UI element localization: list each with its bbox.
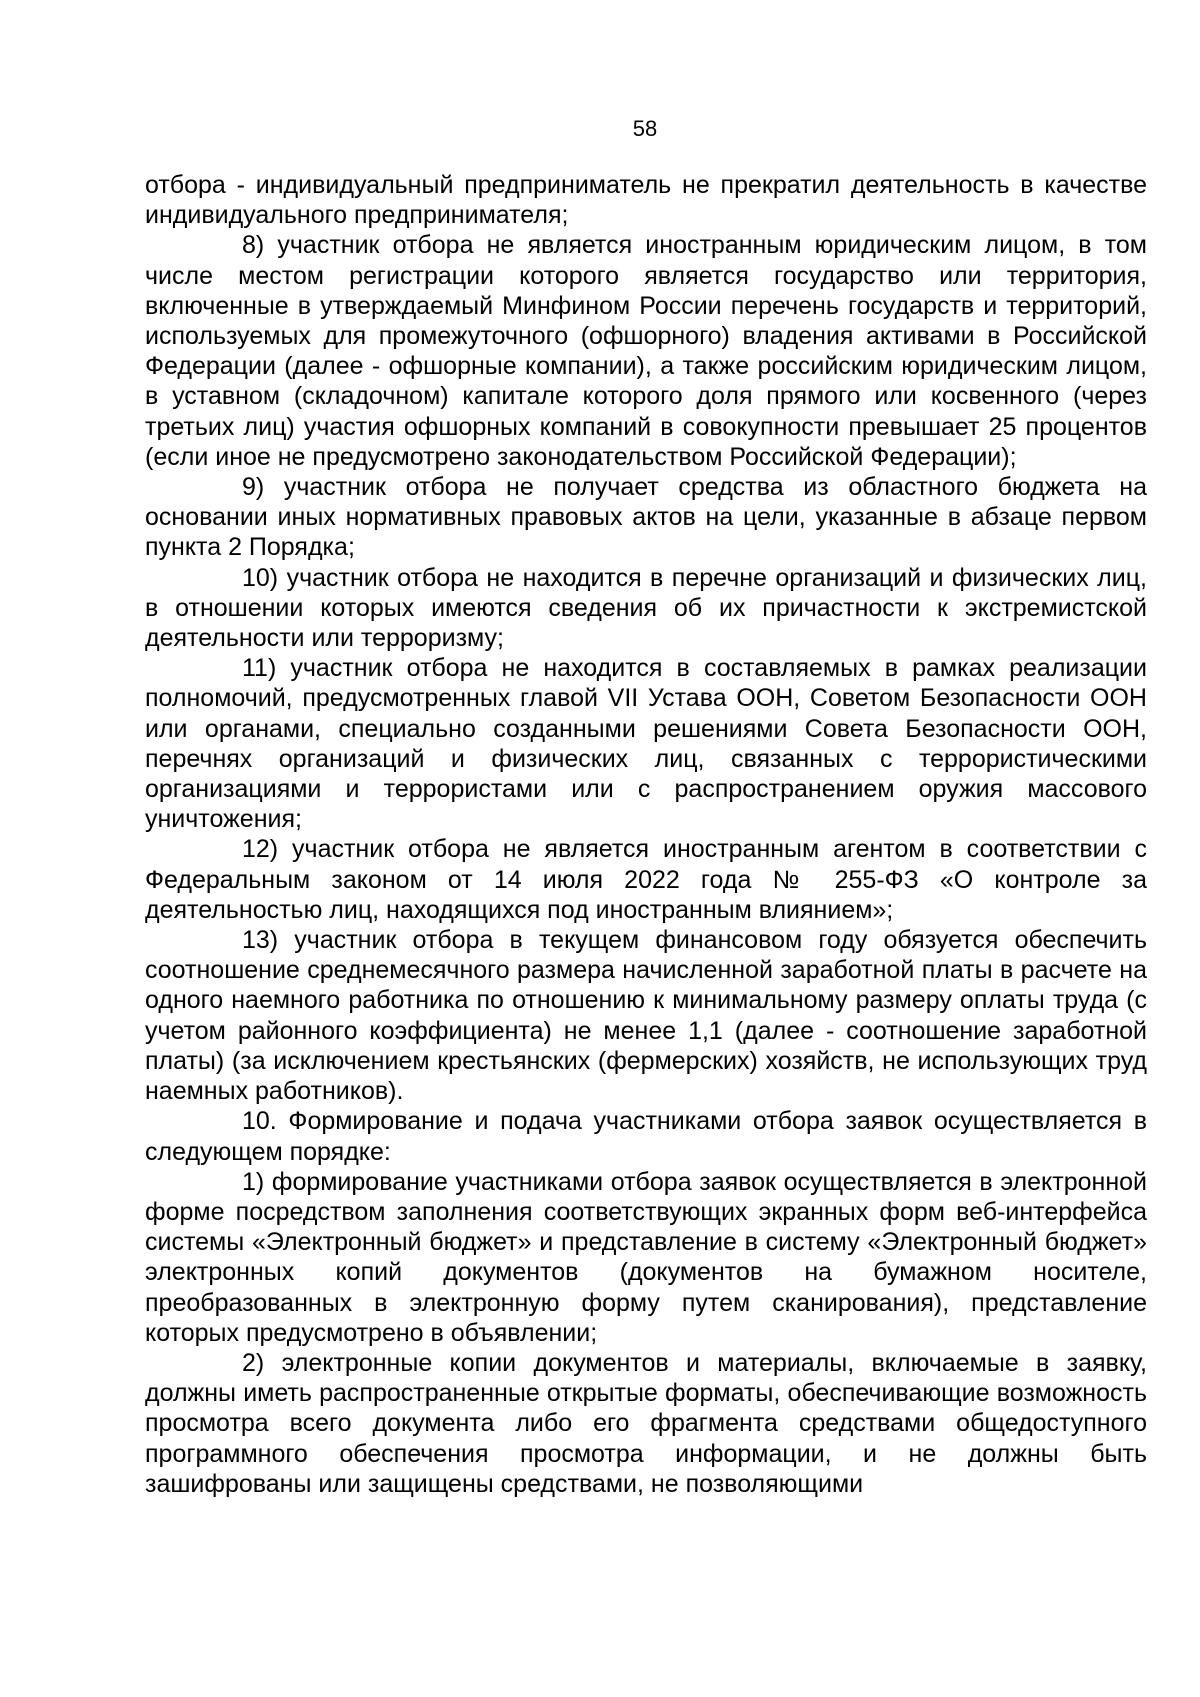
document-body [145,170,1147,1499]
paragraph-item-13: 13) участник отбора в текущем финансовом году обязуется обеспечить соотношение среднемесячного размера начисленной заработной платы в расчете на одного наемного работника по отношению к минимальному размеру оплаты труда (с учетом районного коэффициента) не менее 1,1 (далее - соотношение заработной платы) (за исключением крестьянских (фермерских) хозяйств, не использующих труд наемных работников). [145,926,1147,1106]
paragraph-subitem-1: 1) формирование участниками отбора заявок осуществляется в электронной форме посредством заполнения соответствующих экранных форм веб-интерфейса системы «Электронный бюджет» и представление в систему «Электронный бюджет» электронных копий документов (документов на бумажном носителе, преобразованных в электронную форму путем сканирования), представление которых предусмотрено в объявлении; [145,1167,1147,1347]
paragraph-subitem-2: 2) электронные копии документов и материалы, включаемые в заявку, должны иметь распространенные открытые форматы, обеспечивающие возможность просмотра всего документа либо его фрагмента средствами общедоступного программного обеспечения просмотра информации, и не должны быть зашифрованы или защищены средствами, не позволяющими [145,1348,1147,1498]
paragraph-item-12: 12) участник отбора не является иностранным агентом в соответствии с Федеральным законом от 14 июля 2022 года № 255-ФЗ «О контроле за деятельностью лиц, находящихся под иностранным влиянием»; [145,835,1147,924]
paragraph-item-9: 9) участник отбора не получает средства из областного бюджета на основании иных нормативных правовых актов на цели, указанные в абзаце первом пункта 2 Порядка; [145,473,1147,562]
page-number: 58 [632,116,658,141]
paragraph-item-11: 11) участник отбора не находится в составляемых в рамках реализации полномочий, предусмотренных главой VII Устава ООН, Советом Безопасности ООН или органами, специально созданными решениями Совета Безопасности ООН, перечнях организаций и физических лиц, связанных с террористическими организациями и террористами или с распространением оружия массового уничтожения; [145,654,1147,834]
paragraph-section-10: 10. Формирование и подача участниками отбора заявок осуществляется в следующем порядке: [145,1107,1147,1166]
paragraph-item-10: 10) участник отбора не находится в перечне организаций и физических лиц, в отношении которых имеются сведения об их причастности к экстремистской деятельности или терроризму; [145,563,1147,653]
paragraph-item-8: 8) участник отбора не является иностранным юридическим лицом, в том числе местом регистрации которого является государство или территория, включенные в утверждаемый Минфином России перечень государств и территорий, используемых для промежуточного (офшорного) владения активами в Российской Федерации (далее - офшорные компании), а также российским юридическим лицом, в уставном (складочном) капитале которого доля прямого или косвенного (через третьих лиц) участия офшорных компаний в совокупности превышает 25 процентов (если иное не предусмотрено законодательством Российской Федерации); [145,231,1147,471]
paragraph-continuation: отбора - индивидуальный предприниматель не прекратил деятельность в качестве индивидуального предпринимателя; [145,171,1147,230]
